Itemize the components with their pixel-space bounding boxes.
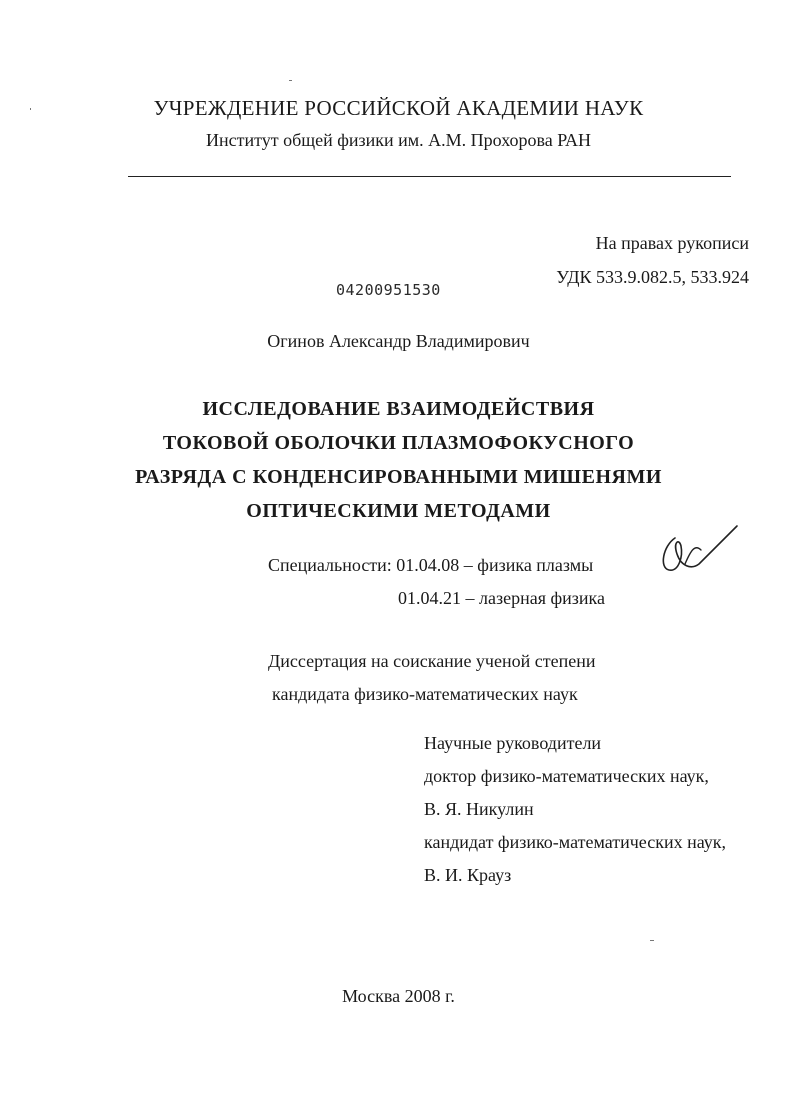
supervisors-heading: Научные руководители <box>424 733 602 753</box>
catalog-stamp: 04200951530 <box>336 281 441 299</box>
scan-speck <box>30 108 31 110</box>
scan-speck <box>289 80 292 81</box>
supervisor-degree: кандидат физико-математических наук, <box>424 832 727 852</box>
supervisor-name: В. Я. Никулин <box>424 799 534 819</box>
supervisor-degree: доктор физико-математических наук, <box>424 766 709 786</box>
handwritten-signature <box>655 520 740 580</box>
manuscript-rights: На правах рукописи <box>595 233 749 253</box>
header-divider <box>128 176 731 177</box>
organization-name: УЧРЕЖДЕНИЕ РОССИЙСКОЙ АКАДЕМИИ НАУК <box>153 96 644 120</box>
udk-code: УДК 533.9.082.5, 533.924 <box>556 267 749 287</box>
place-and-year: Москва 2008 г. <box>342 986 455 1006</box>
title-line: РАЗРЯДА С КОНДЕНСИРОВАННЫМИ МИШЕНЯМИ <box>135 466 662 488</box>
specialty-line-1: Специальности: 01.04.08 – физика плазмы <box>268 555 594 575</box>
degree-line-1: Диссертация на соискание ученой степени <box>268 651 596 671</box>
institute-name: Институт общей физики им. А.М. Прохорова РАН <box>205 130 592 150</box>
title-line: ОПТИЧЕСКИМИ МЕТОДАМИ <box>246 500 551 522</box>
specialty-line-2: 01.04.21 – лазерная физика <box>398 588 605 608</box>
dissertation-title <box>0 392 797 528</box>
title-line: ИССЛЕДОВАНИЕ ВЗАИМОДЕЙСТВИЯ <box>202 398 595 420</box>
title-line: ТОКОВОЙ ОБОЛОЧКИ ПЛАЗМОФОКУСНОГО <box>162 432 635 454</box>
degree-line-2: кандидата физико-математических наук <box>272 684 578 704</box>
scan-speck <box>650 940 654 941</box>
supervisor-name: В. И. Крауз <box>424 865 512 885</box>
author-name: Огинов Александр Владимирович <box>267 331 530 351</box>
